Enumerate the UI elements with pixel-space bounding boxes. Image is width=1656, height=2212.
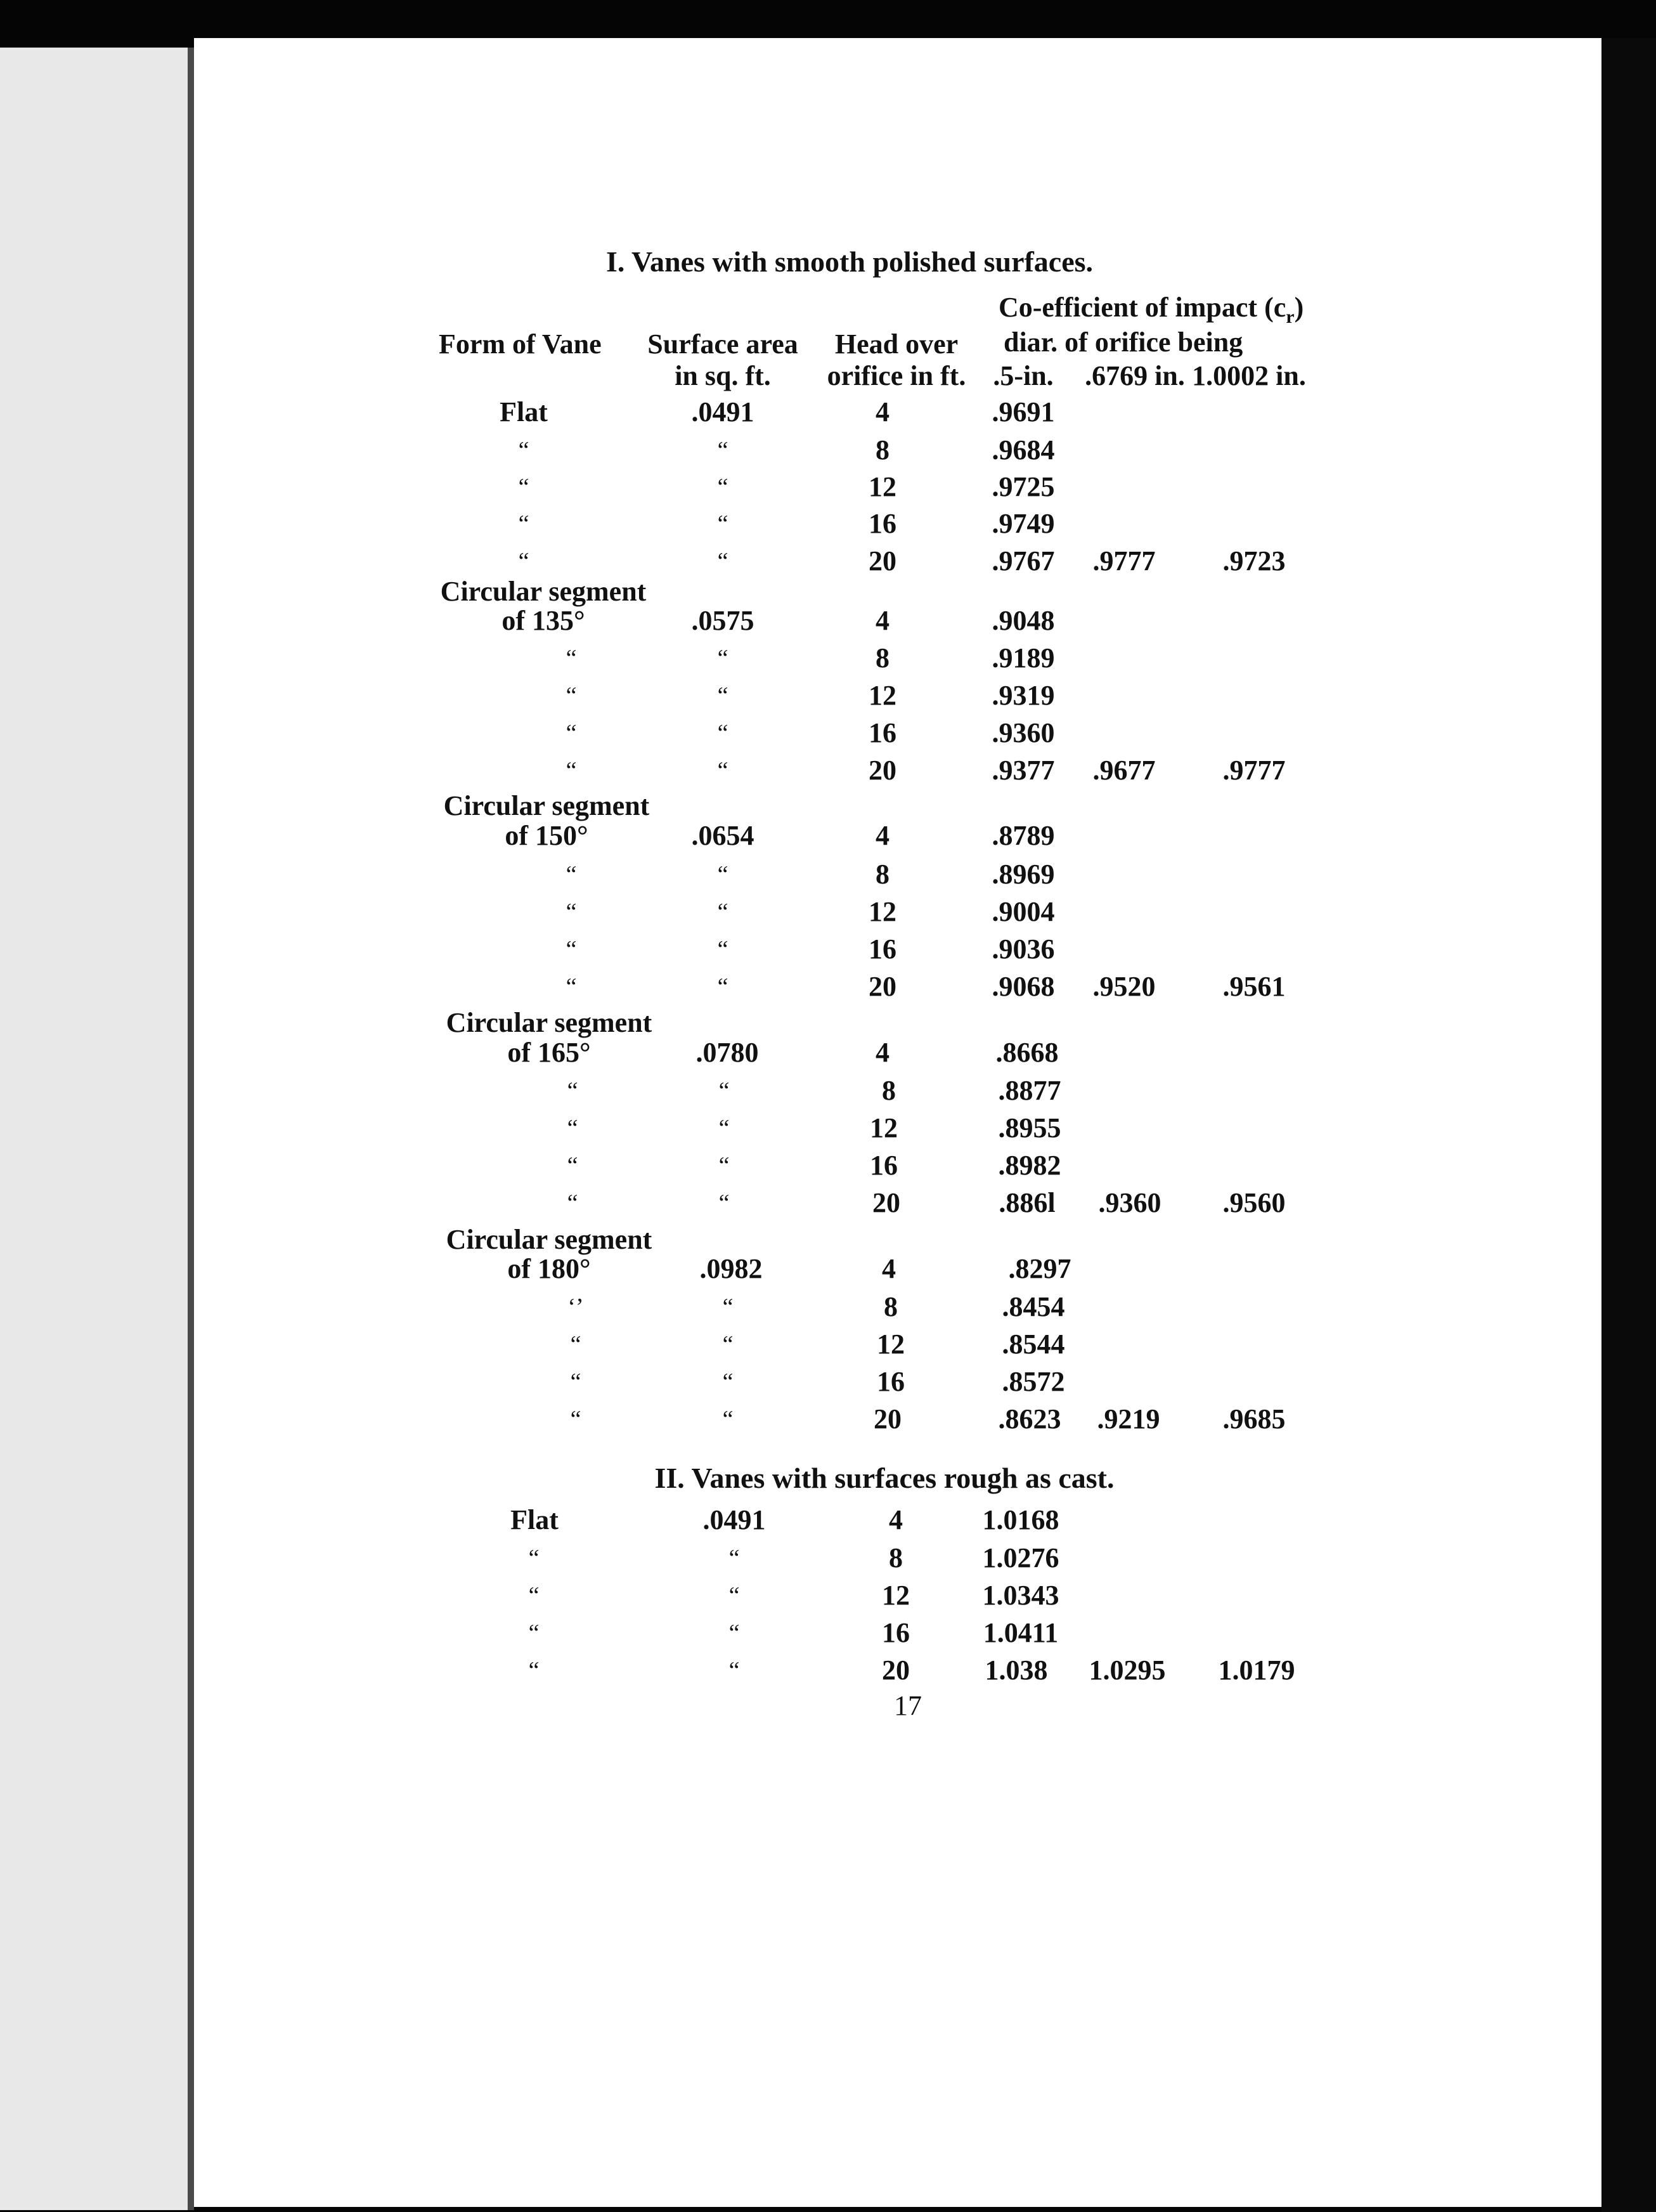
ditto-mark: “ bbox=[567, 1152, 578, 1179]
ditto-mark: “ bbox=[566, 936, 577, 963]
ditto-mark: “ bbox=[728, 1657, 740, 1684]
ditto-mark: ‘’ bbox=[567, 1294, 584, 1320]
ditto-mark: “ bbox=[717, 861, 728, 888]
ditto-mark: “ bbox=[717, 936, 728, 963]
orifice-diameter-c-header: 1.0002 in. bbox=[1192, 360, 1306, 391]
coefficient-value: 1.038 bbox=[985, 1655, 1048, 1686]
head-value: 16 bbox=[869, 717, 896, 748]
vane-form-label: Circular segment bbox=[446, 1224, 652, 1255]
head-value: 20 bbox=[882, 1655, 910, 1686]
ditto-mark: “ bbox=[722, 1331, 734, 1358]
ditto-mark: “ bbox=[718, 1190, 730, 1216]
coefficient-value: .8982 bbox=[998, 1150, 1061, 1181]
coefficient-value: .9036 bbox=[992, 934, 1055, 965]
ditto-mark: “ bbox=[717, 474, 728, 500]
ditto-mark: “ bbox=[528, 1620, 540, 1646]
head-over-header: Head over bbox=[834, 329, 959, 360]
ditto-mark: “ bbox=[567, 1077, 578, 1104]
head-value: 8 bbox=[889, 1542, 903, 1573]
vane-form-label: Circular segment bbox=[443, 790, 650, 821]
ditto-mark: “ bbox=[566, 682, 577, 709]
head-value: 12 bbox=[870, 1112, 898, 1143]
coefficient-value: .8969 bbox=[992, 859, 1055, 890]
coefficient-value: 1.0343 bbox=[982, 1580, 1059, 1611]
coefficient-header: Co-efficient of impact $(c_r)$ bbox=[999, 292, 1304, 327]
coefficient-value: .8668 bbox=[995, 1037, 1059, 1068]
surface-area-value: .0780 bbox=[695, 1037, 759, 1068]
ditto-mark: “ bbox=[717, 973, 728, 1000]
ditto-mark: “ bbox=[566, 861, 577, 888]
head-value: 20 bbox=[872, 1187, 900, 1218]
head-value: 4 bbox=[882, 1253, 896, 1284]
coefficient-value: .8955 bbox=[998, 1112, 1061, 1143]
head-value: 8 bbox=[884, 1291, 898, 1322]
head-value: 12 bbox=[877, 1329, 905, 1360]
ditto-mark: “ bbox=[717, 757, 728, 784]
surface-area-value: .0982 bbox=[699, 1253, 763, 1284]
coefficient-value: .9360 bbox=[1098, 1187, 1161, 1218]
ditto-mark: “ bbox=[717, 645, 728, 672]
head-value: 8 bbox=[882, 1075, 896, 1106]
surface-area-value: .0575 bbox=[691, 605, 754, 636]
coefficient-value: 1.0168 bbox=[982, 1504, 1059, 1535]
ditto-mark: “ bbox=[566, 899, 577, 925]
coefficient-value: .9068 bbox=[992, 971, 1055, 1002]
head-value: 16 bbox=[877, 1366, 905, 1397]
coefficient-value: .8623 bbox=[998, 1403, 1061, 1435]
vane-form-angle: of 180° bbox=[507, 1253, 591, 1284]
surface-area-value: .0491 bbox=[702, 1504, 766, 1535]
coefficient-value: .8544 bbox=[1002, 1329, 1065, 1360]
coefficient-value: .8877 bbox=[998, 1075, 1061, 1106]
ditto-mark: “ bbox=[570, 1331, 581, 1358]
head-value: 12 bbox=[869, 471, 896, 502]
ditto-mark: “ bbox=[717, 899, 728, 925]
coefficient-value: .9685 bbox=[1222, 1403, 1286, 1435]
ditto-mark: “ bbox=[570, 1406, 581, 1433]
vane-form-angle: of 165° bbox=[507, 1037, 591, 1068]
head-value: 20 bbox=[874, 1403, 902, 1435]
surface-area-value: .0491 bbox=[691, 396, 754, 427]
head-value: 12 bbox=[869, 896, 896, 927]
ditto-mark: “ bbox=[718, 1077, 730, 1104]
ditto-mark: “ bbox=[717, 511, 728, 537]
head-value: 16 bbox=[869, 508, 896, 539]
head-value: 20 bbox=[869, 971, 896, 1002]
surface-area-value: .0654 bbox=[691, 820, 754, 851]
surface-area-header: Surface area bbox=[647, 329, 798, 360]
ditto-mark: “ bbox=[528, 1657, 540, 1684]
head-over-unit-header: orifice in ft. bbox=[827, 360, 966, 391]
ditto-mark: “ bbox=[718, 1115, 730, 1142]
orifice-diameter-b-header: .6769 in. bbox=[1085, 360, 1185, 391]
coefficient-value: .9189 bbox=[992, 642, 1055, 673]
ditto-mark: “ bbox=[728, 1582, 740, 1609]
coefficient-value: .9004 bbox=[992, 896, 1055, 927]
head-value: 16 bbox=[882, 1617, 910, 1648]
ditto-mark: “ bbox=[722, 1406, 734, 1433]
head-value: 16 bbox=[870, 1150, 898, 1181]
coefficient-value: .9749 bbox=[992, 508, 1055, 539]
ditto-mark: “ bbox=[528, 1545, 540, 1571]
ditto-mark: “ bbox=[566, 645, 577, 672]
ditto-mark: “ bbox=[717, 682, 728, 709]
coefficient-value: .9360 bbox=[992, 717, 1055, 748]
ditto-mark: “ bbox=[528, 1582, 540, 1609]
coefficient-value: .9219 bbox=[1097, 1403, 1160, 1435]
coefficient-value: .9377 bbox=[992, 755, 1055, 786]
ditto-mark: “ bbox=[518, 548, 529, 575]
ditto-mark: “ bbox=[728, 1545, 740, 1571]
orifice-diameter-a-header: .5-in. bbox=[993, 360, 1054, 391]
coefficient-subheader: diar. of orifice being bbox=[1004, 327, 1243, 358]
coefficient-value: .9677 bbox=[1092, 755, 1156, 786]
ditto-mark: “ bbox=[728, 1620, 740, 1646]
coefficient-value: .9723 bbox=[1222, 545, 1286, 576]
vane-form-label: Flat bbox=[510, 1504, 559, 1535]
head-value: 12 bbox=[869, 680, 896, 711]
coefficient-value: .9520 bbox=[1092, 971, 1156, 1002]
coefficient-value: .8297 bbox=[1008, 1253, 1071, 1284]
section-2-title: II. Vanes with surfaces rough as cast. bbox=[654, 1462, 1115, 1494]
form-of-vane-header: Form of Vane bbox=[439, 329, 602, 360]
coefficient-value: .8454 bbox=[1002, 1291, 1065, 1322]
ditto-mark: “ bbox=[718, 1152, 730, 1179]
coefficient-value: .9777 bbox=[1092, 545, 1156, 576]
coefficient-value: 1.0411 bbox=[983, 1617, 1059, 1648]
head-value: 20 bbox=[869, 545, 896, 576]
coefficient-value: .9777 bbox=[1222, 755, 1286, 786]
surface-area-unit-header: in sq. ft. bbox=[675, 360, 771, 391]
coefficient-value: .886l bbox=[999, 1187, 1056, 1218]
ditto-mark: “ bbox=[722, 1294, 734, 1320]
coefficient-value: .8572 bbox=[1002, 1366, 1065, 1397]
ditto-mark: “ bbox=[566, 973, 577, 1000]
ditto-mark: “ bbox=[567, 1115, 578, 1142]
vane-form-label: Flat bbox=[500, 396, 548, 427]
vane-form-angle: of 150° bbox=[505, 820, 588, 851]
head-value: 8 bbox=[876, 859, 889, 890]
coefficient-value: .9319 bbox=[992, 680, 1055, 711]
head-value: 20 bbox=[869, 755, 896, 786]
coefficient-value: .8789 bbox=[992, 820, 1055, 851]
head-value: 4 bbox=[889, 1504, 903, 1535]
ditto-mark: “ bbox=[518, 511, 529, 537]
vane-form-angle: of 135° bbox=[501, 605, 585, 636]
vane-form-label: Circular segment bbox=[446, 1007, 652, 1038]
coefficient-value: 1.0179 bbox=[1218, 1655, 1295, 1686]
ditto-mark: “ bbox=[566, 720, 577, 746]
ditto-mark: “ bbox=[518, 474, 529, 500]
head-value: 4 bbox=[876, 820, 889, 851]
head-value: 4 bbox=[876, 605, 889, 636]
coefficient-value: .9048 bbox=[992, 605, 1055, 636]
ditto-mark: “ bbox=[722, 1369, 734, 1395]
head-value: 4 bbox=[876, 396, 889, 427]
section-1-title: I. Vanes with smooth polished surfaces. bbox=[605, 245, 1094, 278]
ditto-mark: “ bbox=[717, 720, 728, 746]
head-value: 8 bbox=[876, 642, 889, 673]
ditto-mark: “ bbox=[570, 1369, 581, 1395]
ditto-mark: “ bbox=[717, 437, 728, 464]
head-value: 8 bbox=[876, 434, 889, 465]
page-number: 17 bbox=[894, 1690, 922, 1721]
ditto-mark: “ bbox=[566, 757, 577, 784]
vane-form-label: Circular segment bbox=[440, 576, 647, 607]
coefficient-value: .9560 bbox=[1222, 1187, 1286, 1218]
coefficient-value: .9691 bbox=[992, 396, 1055, 427]
coefficient-value: .9684 bbox=[992, 434, 1055, 465]
ditto-mark: “ bbox=[567, 1190, 578, 1216]
coefficient-value: .9725 bbox=[992, 471, 1055, 502]
ditto-mark: “ bbox=[518, 437, 529, 464]
coefficient-value: .9767 bbox=[992, 545, 1055, 576]
head-value: 4 bbox=[876, 1037, 889, 1068]
coefficient-value: 1.0276 bbox=[982, 1542, 1059, 1573]
head-value: 12 bbox=[882, 1580, 910, 1611]
coefficient-value: .9561 bbox=[1222, 971, 1286, 1002]
head-value: 16 bbox=[869, 934, 896, 965]
ditto-mark: “ bbox=[717, 548, 728, 575]
coefficient-value: 1.0295 bbox=[1089, 1655, 1166, 1686]
